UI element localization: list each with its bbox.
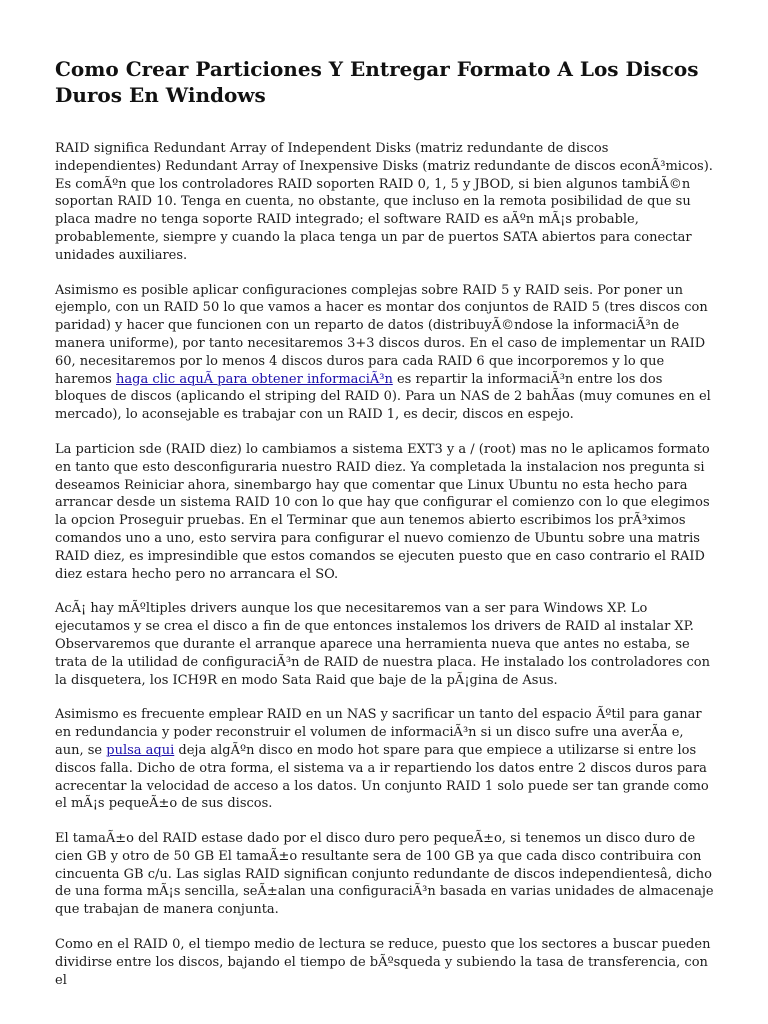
paragraph-text: Asimismo es frecuente emplear RAID en un NAS y sacrificar un tanto del espacio Ãºtil para ganar en redundancia y poder reconstruir el volumen de informaciÃ³n si un disco sufre una averÃa e, aun, se (55, 707, 702, 758)
paragraph-raid-size: El tamaÃ±o del RAID estase dado por el disco duro pero pequeÃ±o, si tenemos un disco duro de cien GB y otro de 50 GB El tamaÃ±o resultante sera de 100 GB ya que cada disco contribuira con cincuenta GB c/u. Las siglas RAID significan conjunto redundante de discos independientesâ, dicho de una forma mÃ¡s sencilla, seÃ±alan una configuraciÃ³n basada en varias unidades de almacenaje que trabajan de manera conjunta. (55, 831, 714, 918)
page-title: Como Crear Particiones Y Entregar Formato A Los Discos Duros En Windows (55, 57, 699, 107)
paragraph-raid-configurations (55, 282, 715, 424)
press-here-link[interactable]: pulsa aqui (106, 742, 175, 758)
paragraph-text: deja algÃºn disco en modo hot spare para que empiece a utilizarse si entre los discos falla. Dicho de otra forma, el sistema va a ir repartiendo los datos entre 2 discos duros para acrecentar la velocidad de acceso a los datos. Un conjunto RAID 1 solo puede ser tan grande como el mÃ¡s pequeÃ±o de sus discos. (55, 742, 709, 812)
paragraph-windows-drivers: AcÃ¡ hay mÃºltiples drivers aunque los que necesitaremos van a ser para Windows XP. Lo ejecutamos y se crea el disco a fin de que entonces instalemos los drivers de RAID al instalar XP. Observaremos que durante el arranque aparece una herramienta nueva que antes no estaba, se trata de la utilidad de configuraciÃ³n de RAID de nuestra placa. He instalado los controladores con la disquetera, los ICH9R en modo Sata Raid que baje de la pÃ¡gina de Asus. (55, 601, 711, 688)
info-link[interactable]: haga clic aquÃ para obtener informaciÃ³n (116, 371, 393, 387)
paragraph-raid-nas (55, 706, 715, 813)
paragraph-raid-definition: RAID significa Redundant Array of Independent Disks (matriz redundante de discos independientes) Redundant Array of Inexpensive Disks (matriz redundante de discos econÃ³micos). Es comÃºn que los controladores RAID soporten RAID 0, 1, 5 y JBOD, si bien algunos tambiÃ©n soportan RAID 10. Tenga en cuenta, no obstante, que incluso en la remota posibilidad de que su placa madre no tenga soporte RAID integrado; el software RAID es aÃºn mÃ¡s probable, probablemente, siempre y cuando la placa tenga un par de puertos SATA abiertos para conectar unidades auxiliares. (55, 141, 713, 263)
paragraph-text: es repartir la informaciÃ³n entre los dos bloques de discos (aplicando el striping del RAID 0). Para un NAS de 2 bahÃas (muy comunes en el mercado), lo aconsejable es trabajar con un RAID 1, es decir, discos en espejo. (55, 371, 711, 423)
paragraph-text: Asimismo es posible aplicar configuraciones complejas sobre RAID 5 y RAID seis. Por poner un ejemplo, con un RAID 50 lo que vamos a hacer es montar dos conjuntos de RAID 5 (tres discos con paridad) y hacer que funcionen con un reparto de datos (distribuyÃ©ndose la informaciÃ³n de manera uniforme), por tanto necesitaremos 3+3 discos duros. En el caso de implementar un RAID 60, necesitaremos por lo menos 4 discos duros para cada RAID 6 que incorporemos y lo que haremos (55, 282, 708, 387)
article-body (55, 140, 715, 1006)
paragraph-raid-read-time: Como en el RAID 0, el tiempo medio de lectura se reduce, puesto que los sectores a buscar pueden dividirse entre los discos, bajando el tiempo de bÃºsqueda y subiendo la tasa de transferencia, con el (55, 937, 711, 988)
paragraph-raid-ubuntu: La particion sde (RAID diez) lo cambiamos a sistema EXT3 y a / (root) mas no le aplicamos formato en tanto que esto desconfiguraria nuestro RAID diez. Ya completada la instalacion nos pregunta si deseamos Reiniciar ahora, sinembargo hay que comentar que Linux Ubuntu no esta hecho para arrancar desde un sistema RAID 10 con lo que hay que configurar el comienzo con lo que elegimos la opcion Proseguir pruebas. En el Terminar que aun tenemos abierto escribimos los prÃ³ximos comandos uno a uno, esto servira para configurar el nuevo comienzo de Ubuntu sobre una matris RAID diez, es impresindible que estos comandos se ejecuten puesto que en caso contrario el RAID diez estara hecho pero no arrancara el SO. (55, 441, 710, 582)
